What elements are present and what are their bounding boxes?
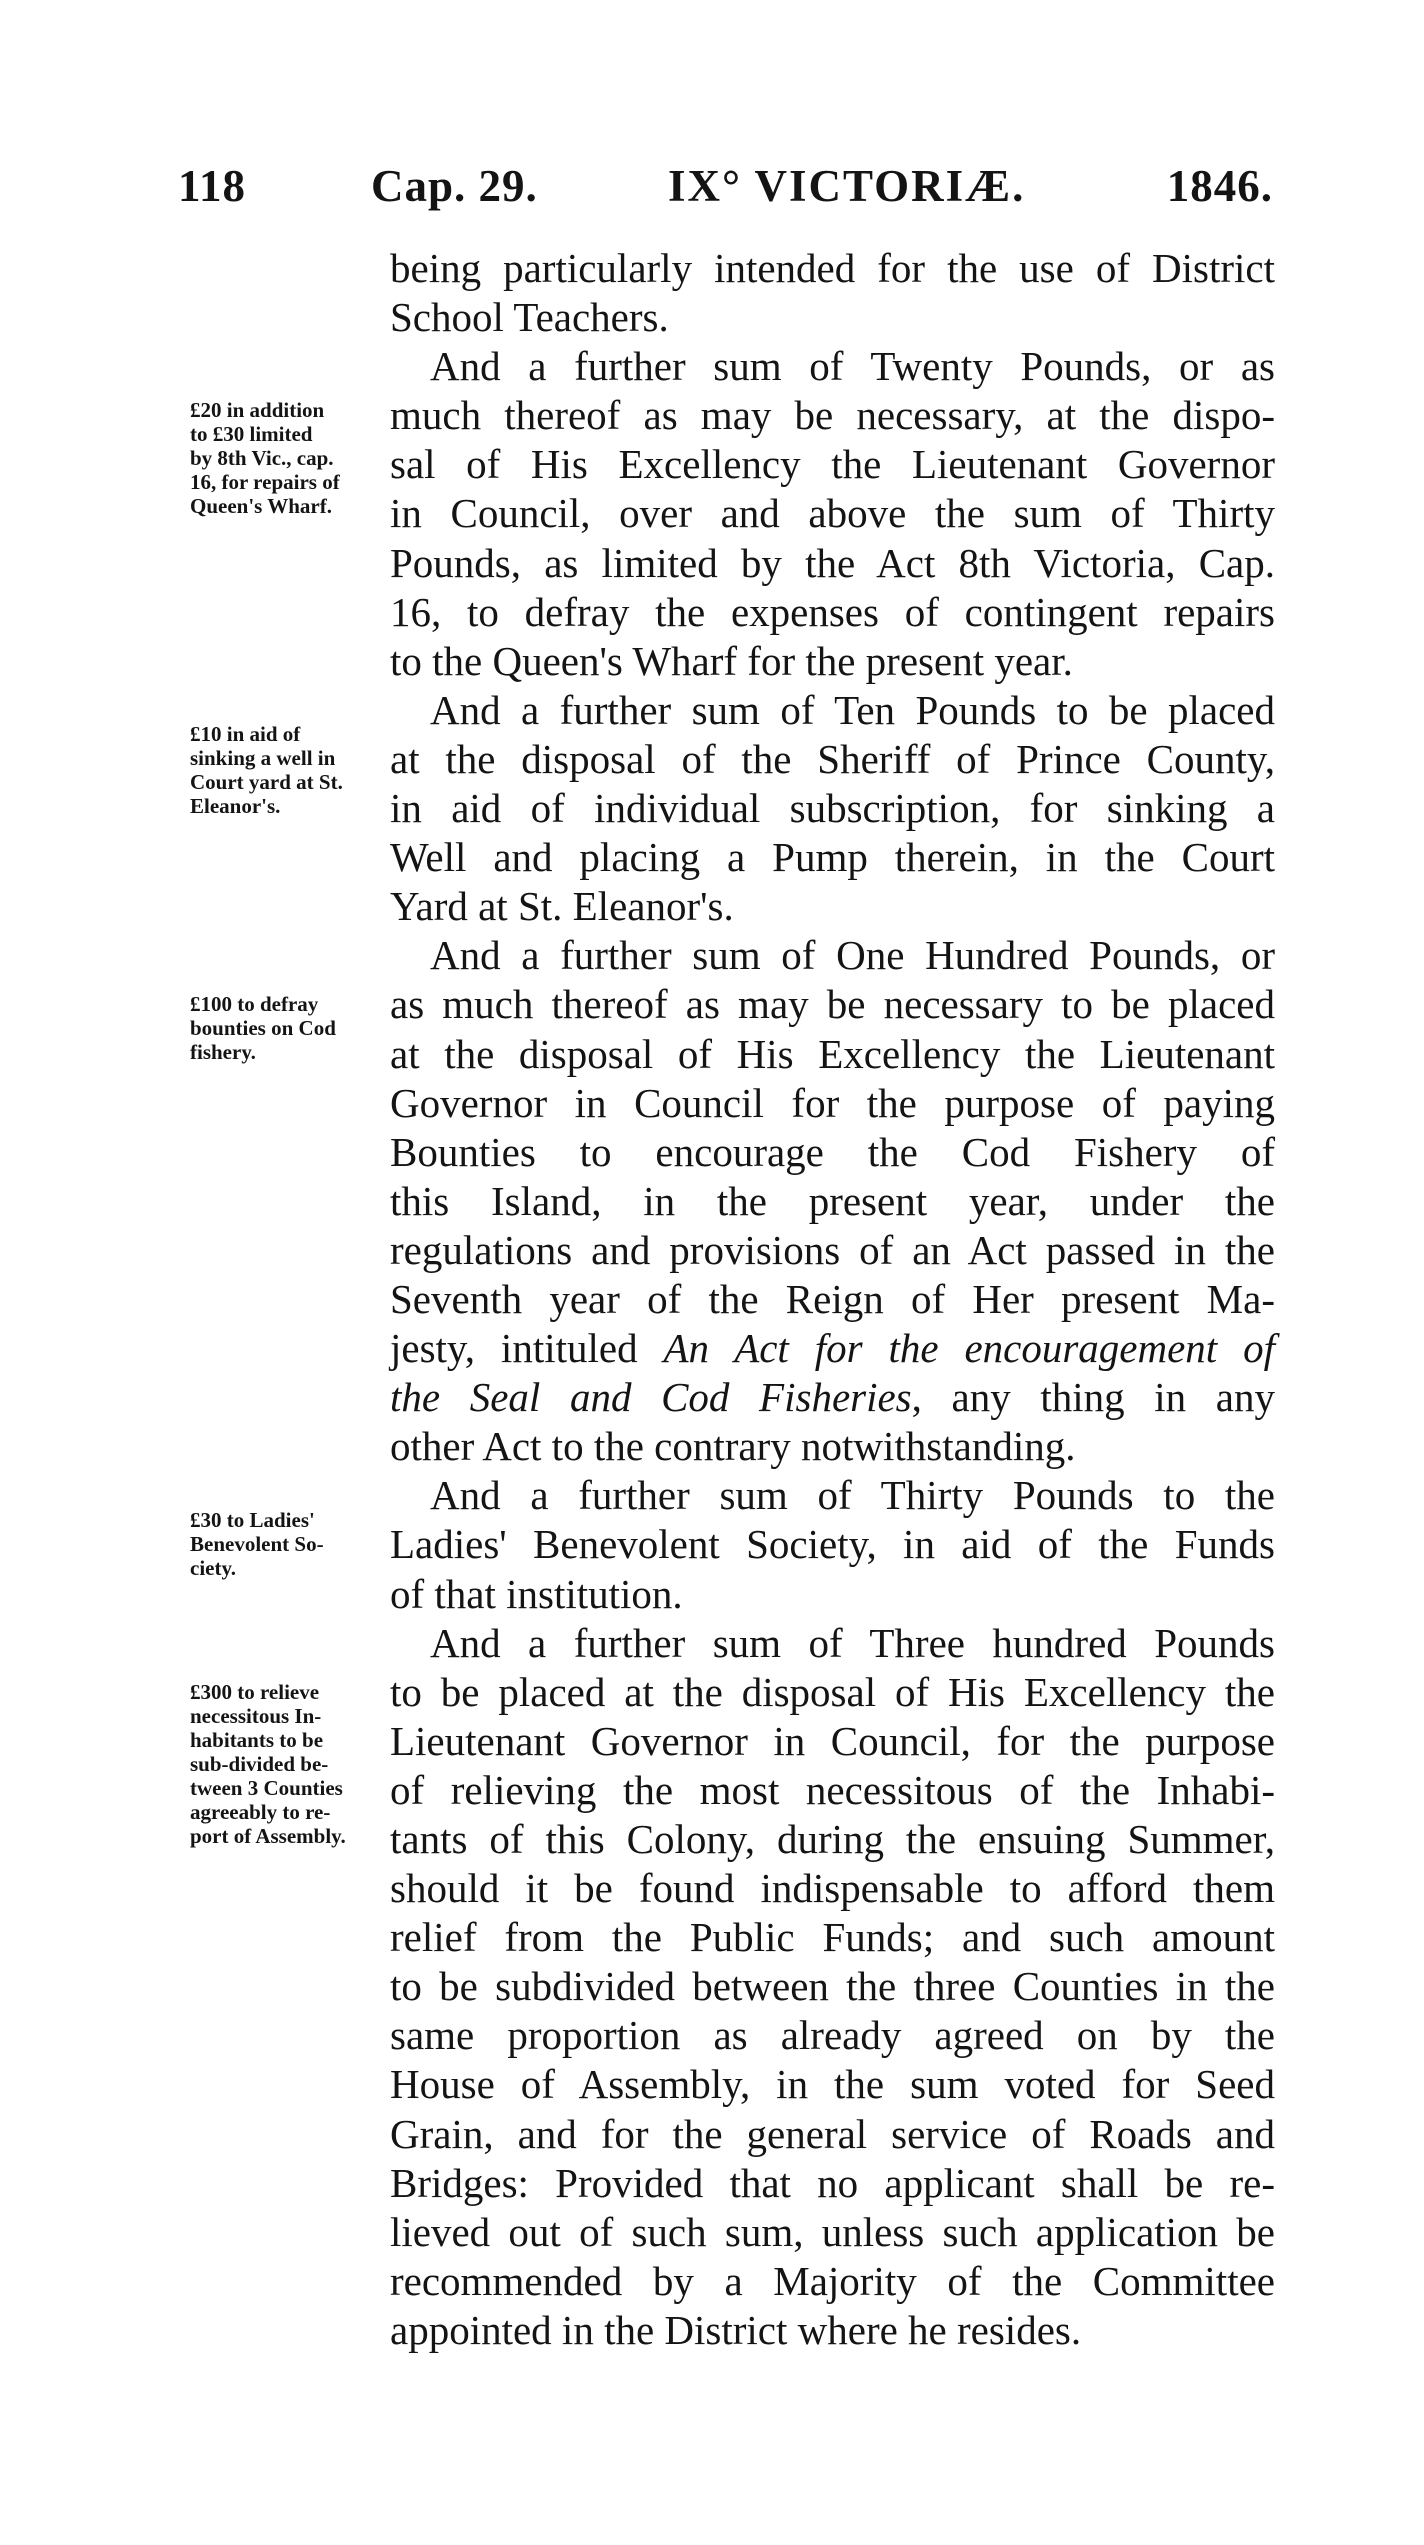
act-title-continued: the Seal and Cod Fisheries xyxy=(390,1374,912,1421)
text-line: And a further sum of Twenty Pounds, or as xyxy=(430,343,1275,390)
text-line: House of Assembly, in the sum voted for Seed xyxy=(390,2061,1275,2108)
text-line: being particularly intended for the use of District xyxy=(390,245,1275,291)
text-line: Ladies' Benevolent Society, in aid of the Funds xyxy=(390,1521,1275,1568)
act-title: An Act for the encouragement of xyxy=(663,1325,1275,1372)
year-label: 1846. xyxy=(1166,161,1273,211)
text-line: recommended by a Majority of the Committee xyxy=(390,2257,1275,2304)
text-line: of that institution. xyxy=(390,1570,683,1617)
text-line: Seventh year of the Reign of Her present Ma- xyxy=(390,1275,1275,1322)
text-line: Yard at St. Eleanor's. xyxy=(390,883,734,930)
text-line: jesty, intituled An Act for the encouragement of xyxy=(390,1325,1275,1372)
text-line: in Council, over and above the sum of Thirty xyxy=(390,490,1275,537)
margin-note-st-eleanors-well: £10 in aid of sinking a well in Court yard at St. Eleanor's. xyxy=(190,722,343,818)
text-line: Bounties to encourage the Cod Fishery of xyxy=(390,1128,1275,1175)
text-line: Bridges: Provided that no applicant shall be re- xyxy=(390,2159,1275,2206)
act-body-text xyxy=(390,244,1275,2355)
text-line: 16, to defray the expenses of contingent repairs xyxy=(390,588,1275,635)
text-line: the Seal and Cod Fisheries, any thing in any xyxy=(390,1374,1275,1421)
text-line: to be placed at the disposal of His Excellency the xyxy=(390,1668,1275,1715)
text-line: as much thereof as may be necessary to be placed xyxy=(390,981,1275,1028)
text-line: And a further sum of One Hundred Pounds, or xyxy=(430,932,1275,979)
margin-note-necessitous-inhabitants: £300 to relieve necessitous In- habitants to be sub-divided be- tween 3 Counties agreeably to re- port of Assembly. xyxy=(190,1680,346,1848)
text-line: And a further sum of Thirty Pounds to the xyxy=(430,1472,1275,1519)
text-line: Grain, and for the general service of Roads and xyxy=(390,2110,1275,2157)
text-line: lieved out of such sum, unless such application be xyxy=(390,2208,1275,2255)
text-line: Pounds, as limited by the Act 8th Victoria, Cap. xyxy=(390,539,1275,586)
running-header xyxy=(178,160,1273,220)
text-line: sal of His Excellency the Lieutenant Governor xyxy=(390,441,1275,488)
margin-note-queens-wharf: £20 in addition to £30 limited by 8th Vic., cap. 16, for repairs of Queen's Wharf. xyxy=(190,398,340,518)
text-line: much thereof as may be necessary, at the dispo- xyxy=(390,392,1275,439)
text-line: of relieving the most necessitous of the Inhabi- xyxy=(390,1766,1275,1813)
text-line: same proportion as already agreed on by the xyxy=(390,2012,1275,2059)
text-line: to the Queen's Wharf for the present year. xyxy=(390,637,1073,684)
margin-note-benevolent-society: £30 to Ladies' Benevolent So- ciety. xyxy=(190,1508,324,1580)
text-line: regulations and provisions of an Act passed in the xyxy=(390,1226,1275,1273)
chapter-label: Cap. 29. xyxy=(371,161,538,211)
text-line: to be subdivided between the three Counties in the xyxy=(390,1963,1275,2010)
page-number: 118 xyxy=(178,161,247,211)
text-line: at the disposal of His Excellency the Lieutenant xyxy=(390,1030,1275,1077)
text-line: And a further sum of Ten Pounds to be placed xyxy=(430,686,1275,733)
text-line: at the disposal of the Sheriff of Prince County, xyxy=(390,735,1275,782)
text-line: should it be found indispensable to afford them xyxy=(390,1865,1275,1912)
text-line: Governor in Council for the purpose of paying xyxy=(390,1079,1275,1126)
text-line: Well and placing a Pump therein, in the Court xyxy=(390,834,1275,881)
text-line: tants of this Colony, during the ensuing Summer, xyxy=(390,1816,1275,1862)
text-line: And a further sum of Three hundred Pounds xyxy=(430,1619,1275,1666)
text-line: this Island, in the present year, under the xyxy=(390,1177,1275,1224)
text-line: relief from the Public Funds; and such amount xyxy=(390,1914,1275,1961)
reign-title: IX° VICTORIÆ. xyxy=(668,161,1026,211)
margin-note-cod-fishery: £100 to defray bounties on Cod fishery. xyxy=(190,992,336,1064)
text-line: appointed in the District where he resides. xyxy=(390,2306,1082,2353)
text-line: other Act to the contrary notwithstanding. xyxy=(390,1423,1076,1470)
text-line: School Teachers. xyxy=(390,294,669,341)
text-line: Lieutenant Governor in Council, for the purpose xyxy=(390,1717,1275,1764)
text-line: in aid of individual subscription, for sinking a xyxy=(390,785,1275,832)
